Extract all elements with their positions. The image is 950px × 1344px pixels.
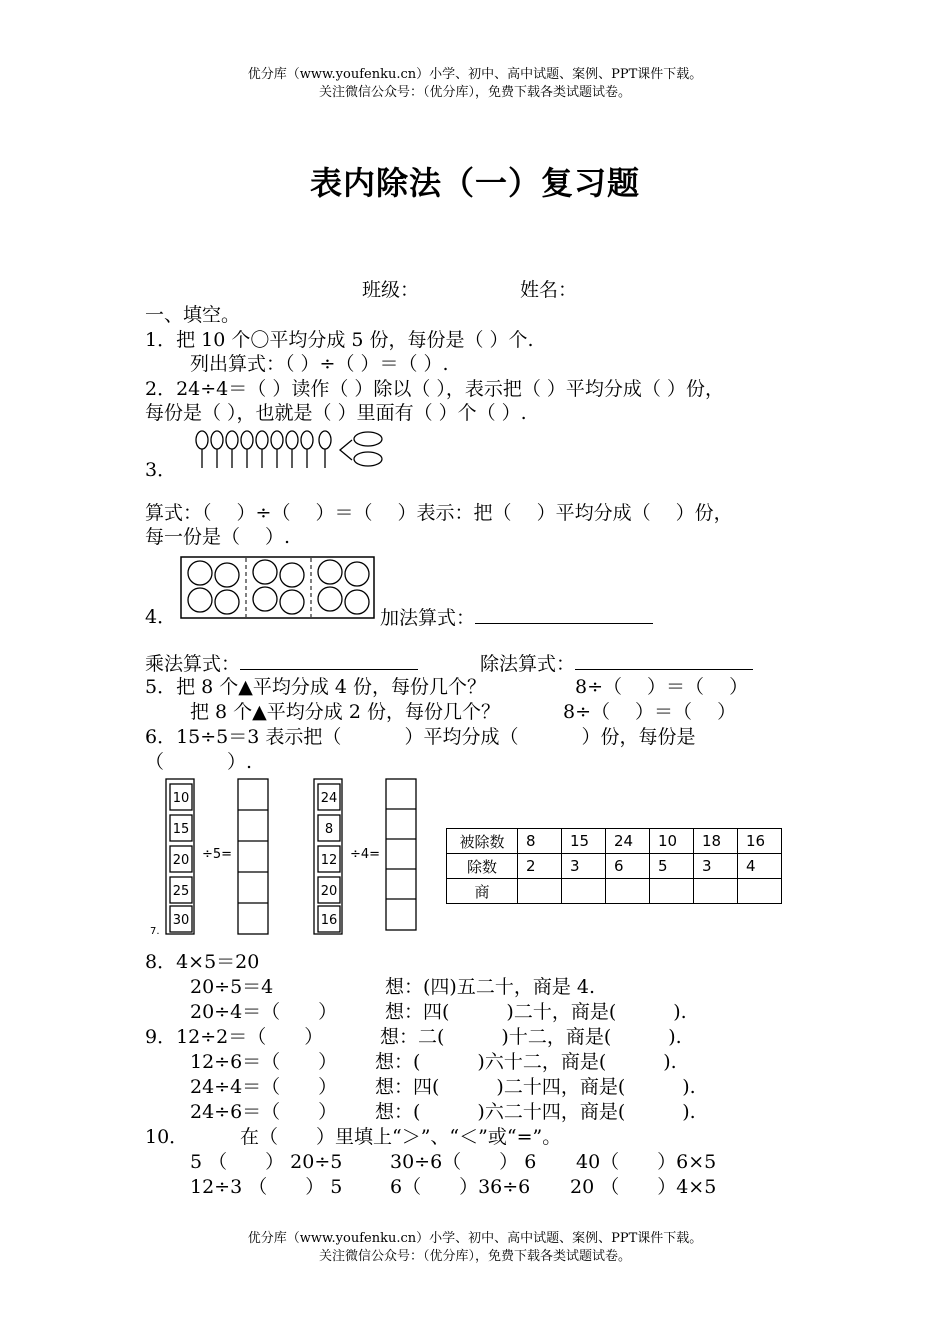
q4-division-blank (575, 651, 753, 670)
table-cell: 3 (562, 854, 606, 879)
table-cell: 18 (694, 829, 738, 854)
q9-line-b-think: 想：( )六十二，商是( ). (375, 1051, 677, 1073)
page-title: 表内除法（一）复习题 (309, 164, 640, 202)
q10-compare: 6（ ）36÷6 (390, 1176, 531, 1198)
q8-line-b-think: 想：(四)五二十，商是 4. (385, 976, 595, 998)
q7-number: 7. (150, 926, 160, 937)
table-row (447, 854, 782, 879)
right-column-value: 16 (320, 913, 338, 928)
q9-line-a: 9．12÷2＝（ ） (145, 1026, 324, 1048)
q9-line-c: 24÷4＝（ ） (190, 1076, 338, 1098)
q4-addition-label: 加法算式： (380, 607, 476, 629)
table-row-label: 商 (447, 879, 518, 904)
q10-compare: 5 （ ） 20÷5 (190, 1151, 343, 1173)
q10-compare: 30÷6（ ） 6 (390, 1151, 537, 1173)
q9-line-d-think: 想：( )六二十四，商是( ). (375, 1101, 696, 1123)
table-row-label: 除数 (447, 854, 518, 879)
q4-multiplication-label: 乘法算式： (145, 653, 241, 675)
lollipop-figure (190, 428, 390, 472)
q4-multiplication-blank (240, 651, 418, 670)
q4-number: 4． (145, 606, 177, 628)
table-cell: 16 (738, 829, 782, 854)
table-cell-empty (738, 879, 782, 904)
table-cell: 2 (518, 854, 562, 879)
q5-line-a: 5．把 8 个▲平均分成 4 份，每份几个？ (145, 676, 487, 698)
table-row-label: 被除数 (447, 829, 518, 854)
header-line-2: 关注微信公众号：（优分库），免费下载各类试题试卷。 (318, 85, 631, 100)
q1-line-b: 列出算式：（ ）÷（ ）＝（ ）. (190, 353, 449, 375)
table-cell: 4 (738, 854, 782, 879)
q4-multiplication-line (145, 651, 418, 676)
section-heading: 一、填空。 (145, 304, 241, 326)
q10-number: 10． (145, 1126, 189, 1148)
left-column-value: 25 (172, 884, 190, 899)
q3-line-b: 每一份是（ ）. (145, 526, 291, 548)
table-cell-empty (518, 879, 562, 904)
table-cell-empty (606, 879, 650, 904)
left-column-value: 10 (172, 791, 190, 806)
table-cell-empty (562, 879, 606, 904)
q8-line-b: 20÷5＝4 (190, 976, 274, 998)
right-operator: ÷4= (349, 847, 381, 862)
right-column-value: 12 (320, 853, 338, 868)
q1-line-a: 1．把 10 个〇平均分成 5 份，每份是（ ）个. (145, 329, 534, 351)
table-cell-empty (650, 879, 694, 904)
q8-line-c: 20÷4＝（ ） (190, 1001, 338, 1023)
name-label: 姓名： (520, 279, 578, 301)
q9-line-d: 24÷6＝（ ） (190, 1101, 338, 1123)
q2-line-a: 2．24÷4＝（ ）读作（ ）除以（ ），表示把（ ）平均分成（ ）份， (145, 378, 724, 400)
q10-compare: 40（ ）6×5 (576, 1151, 717, 1173)
q9-line-b: 12÷6＝（ ） (190, 1051, 338, 1073)
q8-line-a: 8．4×5＝20 (145, 951, 260, 973)
q10-compare: 20 （ ）4×5 (570, 1176, 717, 1198)
footer-line-1: 优分库（www.youfenku.cn）小学、初中、高中试题、案例、PPT课件下载。 (247, 1231, 703, 1246)
q2-line-b: 每份是（ ），也就是（ ）里面有（ ）个（ ）. (145, 402, 527, 424)
table-cell-empty (694, 879, 738, 904)
header-line-1: 优分库（www.youfenku.cn）小学、初中、高中试题、案例、PPT课件下载。 (247, 67, 703, 82)
q6-line-b: （ ）. (145, 751, 253, 773)
left-operator: ÷5= (201, 847, 233, 862)
table-cell: 3 (694, 854, 738, 879)
table-row (447, 829, 782, 854)
left-column-value: 15 (172, 822, 190, 837)
q4-division-line (480, 651, 753, 676)
class-label: 班级： (362, 279, 420, 301)
table-cell: 15 (562, 829, 606, 854)
table-cell: 6 (606, 854, 650, 879)
table-cell: 24 (606, 829, 650, 854)
q5-line-a-equation: 8÷（ ）＝（ ） (575, 676, 749, 698)
division-columns-figure (148, 776, 428, 942)
left-column-value: 30 (172, 913, 190, 928)
q8-line-c-think: 想：四( )二十，商是( ). (385, 1001, 687, 1023)
table-cell: 10 (650, 829, 694, 854)
q4-addition-line (380, 605, 653, 630)
table-row (447, 879, 782, 904)
right-column-value: 24 (320, 791, 338, 806)
q4-division-label: 除法算式： (480, 653, 576, 675)
q4-addition-blank (475, 605, 653, 624)
q9-line-a-think: 想：二( )十二，商是( ). (380, 1026, 682, 1048)
circles-box-figure (180, 556, 376, 620)
q5-line-b: 把 8 个▲平均分成 2 份，每份几个？ (190, 701, 500, 723)
q10-prompt: 在（ ）里填上“＞”、“＜”或“=”。 (240, 1126, 562, 1148)
q5-line-b-equation: 8÷（ ）＝（ ） (563, 701, 737, 723)
q3-number: 3． (145, 459, 177, 481)
q6-line-a: 6．15÷5＝3 表示把（ ）平均分成（ ）份，每份是 (145, 726, 696, 748)
table-cell: 8 (518, 829, 562, 854)
q3-line-a: 算式：（ ）÷（ ）＝（ ）表示：把（ ）平均分成（ ）份， (145, 502, 733, 524)
left-column-value: 20 (172, 853, 190, 868)
table-cell: 5 (650, 854, 694, 879)
footer-line-2: 关注微信公众号：（优分库），免费下载各类试题试卷。 (318, 1249, 631, 1264)
division-table (446, 828, 782, 904)
q9-line-c-think: 想：四( )二十四，商是( ). (375, 1076, 696, 1098)
right-column-value: 8 (324, 822, 334, 837)
right-column-value: 20 (320, 884, 338, 899)
q10-compare: 12÷3 （ ） 5 (190, 1176, 343, 1198)
